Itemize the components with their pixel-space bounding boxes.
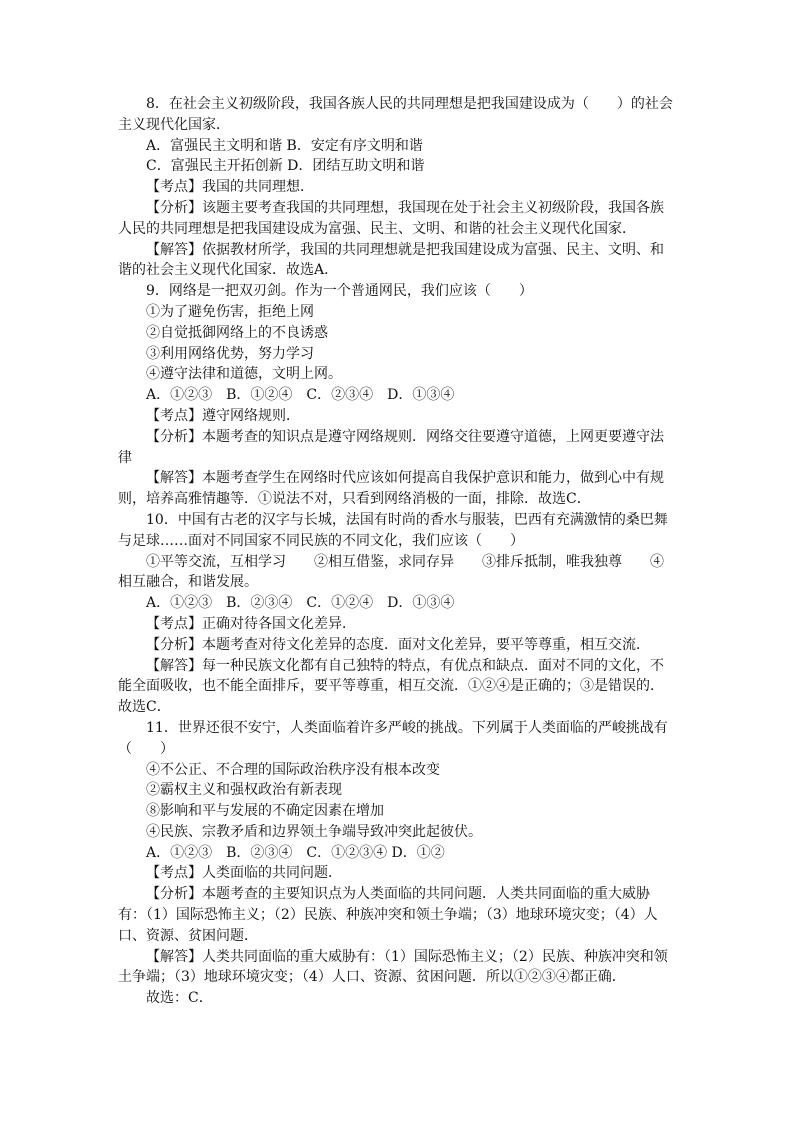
options-line: A．富强民主文明和谐 B．安定有序文明和谐 (146, 137, 423, 154)
fenxi: 【分析】该题主要考查我国的共同理想，我国现在处于社会主义初级阶段，我国各族人民的共同理想是把我国建设成为富强、民主、文明、和谐的社会主义现代化国家． (118, 199, 664, 237)
kaodian: 【考点】人类面临的共同问题． (146, 865, 342, 882)
kaodian: 【考点】遵守网络规则． (146, 407, 300, 424)
question-10 (118, 510, 676, 718)
question-stem: 10．中国有古老的汉字与长城，法国有时尚的香水与服装，巴西有充满激情的桑巴舞与足球……面对不同国家不同民族的不同文化，我们应该（ ） (118, 511, 668, 549)
fenxi: 【分析】本题考查对待文化差异的态度．面对文化差异，要平等尊重，相互交流． (146, 636, 650, 653)
kaodian: 【考点】我国的共同理想． (146, 179, 314, 196)
kaodian: 【考点】正确对待各国文化差异． (146, 615, 356, 632)
jieda: 【解答】人类共同面临的重大威胁有：（1）国际恐怖主义；（2）民族、种族冲突和领土争端；（3）地球环境灾变；（4）人口、资源、贫困问题．所以①②③④都正确． (118, 948, 668, 986)
choice-item: ③利用网络优势，努力学习 (146, 345, 314, 362)
question-stem: 11．世界还很不安宁，人类面临着许多严峻的挑战。下列属于人类面临的严峻挑战有（ ） (118, 719, 668, 757)
document-body (118, 94, 676, 1009)
choice-item: ①为了避免伤害，拒绝上网 (146, 303, 314, 320)
fenxi: 【分析】本题考查的知识点是遵守网络规则．网络交往要遵守道德，上网更要遵守法律 (118, 428, 664, 466)
choice-item: ④遵守法律和道德，文明上网。 (146, 366, 342, 383)
options-line: C．富强民主开拓创新 D．团结互助文明和谐 (146, 158, 425, 175)
options-line: A．①②③ B．①②④ C．②③④ D．①③④ (146, 387, 455, 404)
conclusion: 故选：C． (146, 990, 213, 1007)
jieda: 【解答】本题考查学生在网络时代应该如何提高自我保护意识和能力，做到心中有规则，培养高雅情趣等．①说法不对，只看到网络消极的一面，排除．故选C． (118, 470, 664, 508)
choice-item: ⑧影响和平与发展的不确定因素在增加 (146, 803, 384, 820)
choice-item: ④民族、宗教矛盾和边界领土争端导致冲突此起彼伏。 (146, 823, 482, 840)
choice-item: ④不公正、不合理的国际政治秩序没有根本改变 (146, 761, 440, 778)
question-9 (118, 281, 676, 510)
question-8 (118, 94, 676, 281)
question-11 (118, 718, 676, 1009)
question-stem: 9．网络是一把双刃剑。作为一个普通网民，我们应该（ ） (146, 283, 533, 300)
jieda: 【解答】每一种民族文化都有自己独特的特点，有优点和缺点．面对不同的文化，不能全面吸收，也不能全面排斥，要平等尊重，相互交流．①②④是正确的；③是错误的．故选C． (118, 657, 664, 716)
fenxi: 【分析】本题考查的主要知识点为人类面临的共同问题．人类共同面临的重大威胁有：（1）国际恐怖主义；（2）民族、种族冲突和领土争端；（3）地球环境灾变；（4）人口、资源、贫困问题． (118, 886, 658, 944)
choice-item: ②自觉抵御网络上的不良诱惑 (146, 324, 328, 341)
jieda: 【解答】依据教材所学，我国的共同理想就是把我国建设成为富强、民主、文明、和谐的社会主义现代化国家．故选A． (118, 241, 664, 279)
options-line: A．①②③ B．②③④ C．①②③④ D．①② (146, 844, 445, 861)
question-stem: 8．在社会主义初级阶段，我国各族人民的共同理想是把我国建设成为（ ）的社会主义现代化国家． (118, 96, 673, 133)
choice-item: ②霸权主义和强权政治有新表现 (146, 782, 342, 799)
options-line: A．①②③ B．②③④ C．①②④ D．①③④ (146, 595, 455, 612)
choice-items-inline: ①平等交流，互相学习 ②相互借鉴，求同存异 ③排斥抵制，唯我独尊 ④相互融合，和谐发展。 (118, 553, 664, 591)
